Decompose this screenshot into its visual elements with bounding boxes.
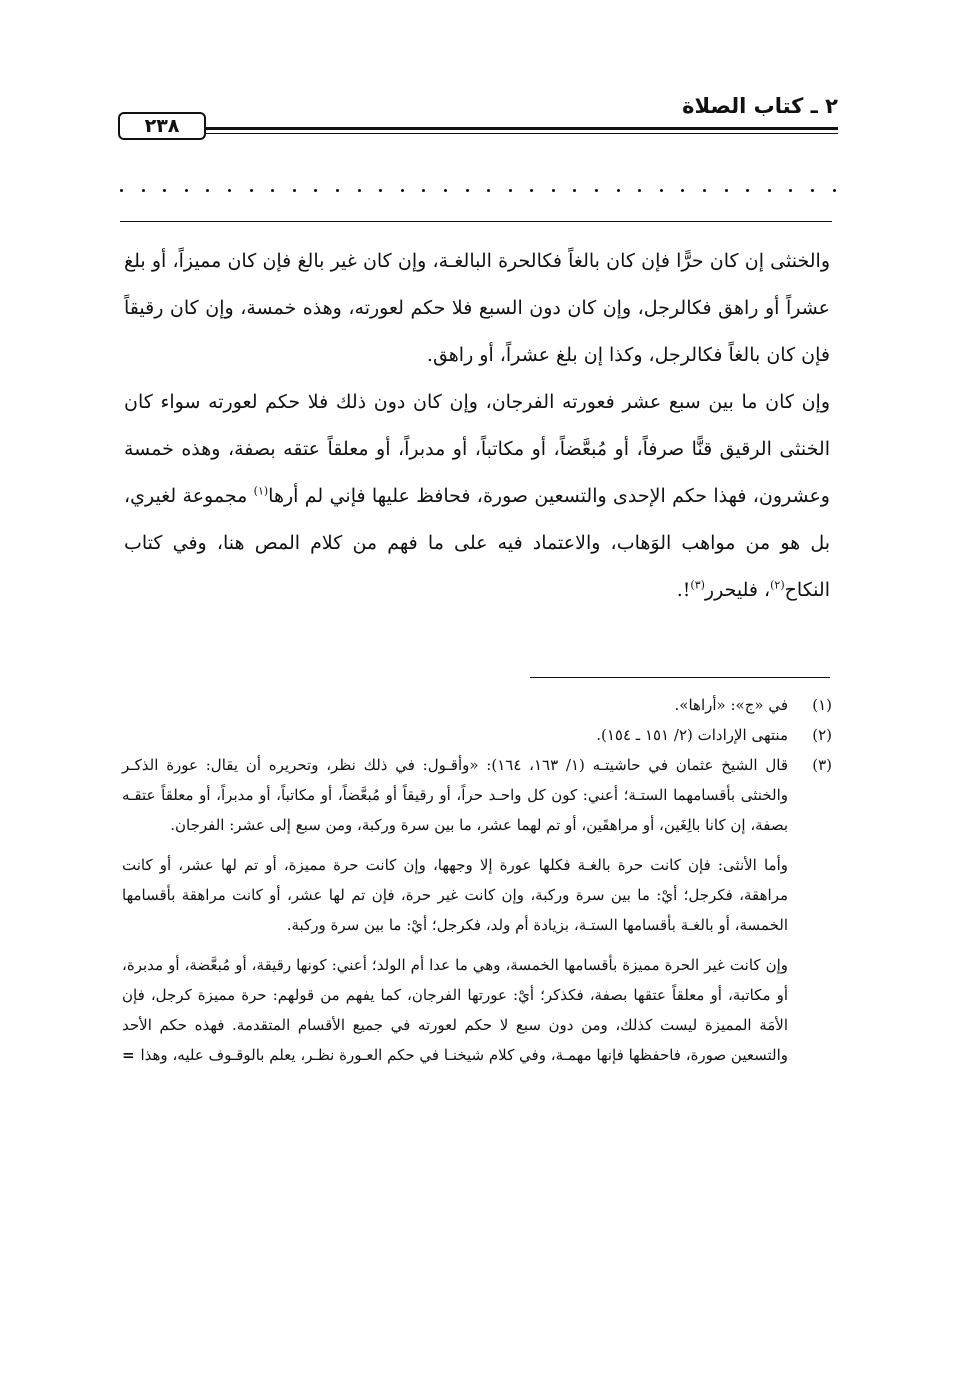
paragraph-2-text-b: مجموعة لغيري، بل هو من مواهب الوَهاب، والاعتماد فيه على ما فهم من كلام المص هنا، وفي كتاب النكاح [124,485,830,601]
dot [466,189,469,192]
footnote-number: (٢) [812,726,832,744]
footnote-paragraph: وأما الأنثى: فإن كانت حرة بالغـة فكلها عورة إلا وجهها، وإن كانت حرة مميزة، أو تم لها عشر، أو كانت مراهقة، فكرجل؛ أيْ: ما بين سرة وركبة، وإن كانت غير حرة، فإن تم لها عشر، أو كانت مراهقة بأقسامها الخمسة، أو بالغـة بأقسامها الستـة، بزيادة أم ولد، فكرجل؛ أيْ: ما بين سرة وركبة. [122,856,788,934]
dot [314,189,317,192]
paragraph-2 [124,379,830,614]
page-number: ٢٣٨ [118,112,206,140]
footnote-text: في «ج»: «أراها». [674,696,788,714]
dot [789,189,792,192]
footnote-text: منتهى الإرادات (٢/ ١٥١ ـ ١٥٤). [596,726,788,744]
footnote-paragraph-text: وإن كانت غير الحرة مميزة بأقسامها الخمسة، وهي ما عدا أم الولد؛ أعني: كونها رقيقة، أو مُبعَّضة، أو مدبرة، أو مكاتبة، أو معلقاً عتقها بصفة، فكذكر؛ أيْ: عورتها الفرجان، كما يفهم من قولهم: حرة مميزة كرجل، فإن الأمَة المميزة ليست كذلك، ومن دون سبع لا حكم لعورته في جميع الأقسام المتقدمة. فهذه حكم الأحد والتسعين صورة، فاحفظها فإنها مهمـة، وفي كلام شيخنـا في حكم العـورة نظـر، يعلم بالوقـوف عليه، وهذا [122,956,788,1064]
continuation-dots [120,178,836,202]
footnote-1 [122,690,832,720]
dot [271,189,274,192]
dot [552,189,555,192]
header-rule-thin [206,133,838,134]
dot [595,189,598,192]
dot [768,189,771,192]
footnote-separator [530,677,830,678]
dot [422,189,425,192]
dot [358,189,361,192]
dot [660,189,663,192]
continuation-mark: = [122,1046,135,1064]
dot [703,189,706,192]
paragraph-1: والخنثى إن كان حرًّا فإن كان بالغاً فكالحرة البالغـة، وإن كان غير بالغ فإن كان مميزاً، أو بلغ عشراً أو راهق فكالرجل، وإن كان دون السبع فلا حكم لعورته، وهذه خمسة، وإن كان رقيقاً فإن كان بالغاً فكالرجل، وكذا إن بلغ عشراً، أو راهق. [124,250,830,366]
dot [228,189,231,192]
dot [336,189,339,192]
dot [163,189,166,192]
footnote-number: (١) [812,696,832,714]
dot [746,189,749,192]
dot [833,189,836,192]
footnote-ref-1: (١) [253,484,269,498]
dot [725,189,728,192]
top-rule [120,221,832,222]
dot [401,189,404,192]
footnote-ref-2: (٢) [770,578,785,592]
dot [487,189,490,192]
paragraph-2-text-d: !. [676,579,691,601]
dot [293,189,296,192]
footnotes [122,690,832,1070]
header-rule-thick [206,127,838,130]
footnote-paragraph [122,950,788,1070]
dot [638,189,641,192]
footnote-number: (٣) [812,756,832,774]
dot [811,189,814,192]
main-text [124,238,830,614]
page-header [118,94,838,144]
dot [379,189,382,192]
dot [617,189,620,192]
dot [530,189,533,192]
dot [185,189,188,192]
dot [444,189,447,192]
dot [120,189,123,192]
footnote-3 [122,750,832,1070]
dot [509,189,512,192]
paragraph-2-text-c: ، فليحرر [704,579,771,601]
dot [573,189,576,192]
dot [250,189,253,192]
paragraph-2-text-a: وإن كان ما بين سبع عشر فعورته الفرجان، وإن كان دون ذلك فلا حكم لعورته سواء كان الخنثى الرقيق قنًّا صرفاً، أو مُبعَّضاً، أو مكاتباً، أو مدبراً، أو معلقاً عتقه بصفة، وهذه خمسة وعشرون، فهذا حكم الإحدى والتسعين صورة، فحافظ عليها فإني لم أرها [124,391,830,507]
footnote-paragraph: قال الشيخ عثمان في حاشيتـه (١/ ١٦٣، ١٦٤): «وأقـول: في ذلك نظر، وتحريره أن يقال: عورة الذكـر والخنثى بأقسامهما الستـة؛ أعني: كون كل واحـد حراً، أو رقيقاً أو مُبعَّضاً، أو مكاتباً، أو مدبراً، أو معلقاً عتقـه بصفة، إن كانا بالِغَين، أو مراهقَين، أو تم لهما عشر، ما بين سرة وركبة، ومن سبع إلى عشر: الفرجان. [122,756,789,834]
dot [142,189,145,192]
dot [206,189,209,192]
chapter-title: ٢ ـ كتاب الصلاة [682,94,838,118]
footnote-body [122,750,788,1070]
footnote-2 [122,720,832,750]
dot [681,189,684,192]
footnote-ref-3: (٣) [690,578,705,592]
